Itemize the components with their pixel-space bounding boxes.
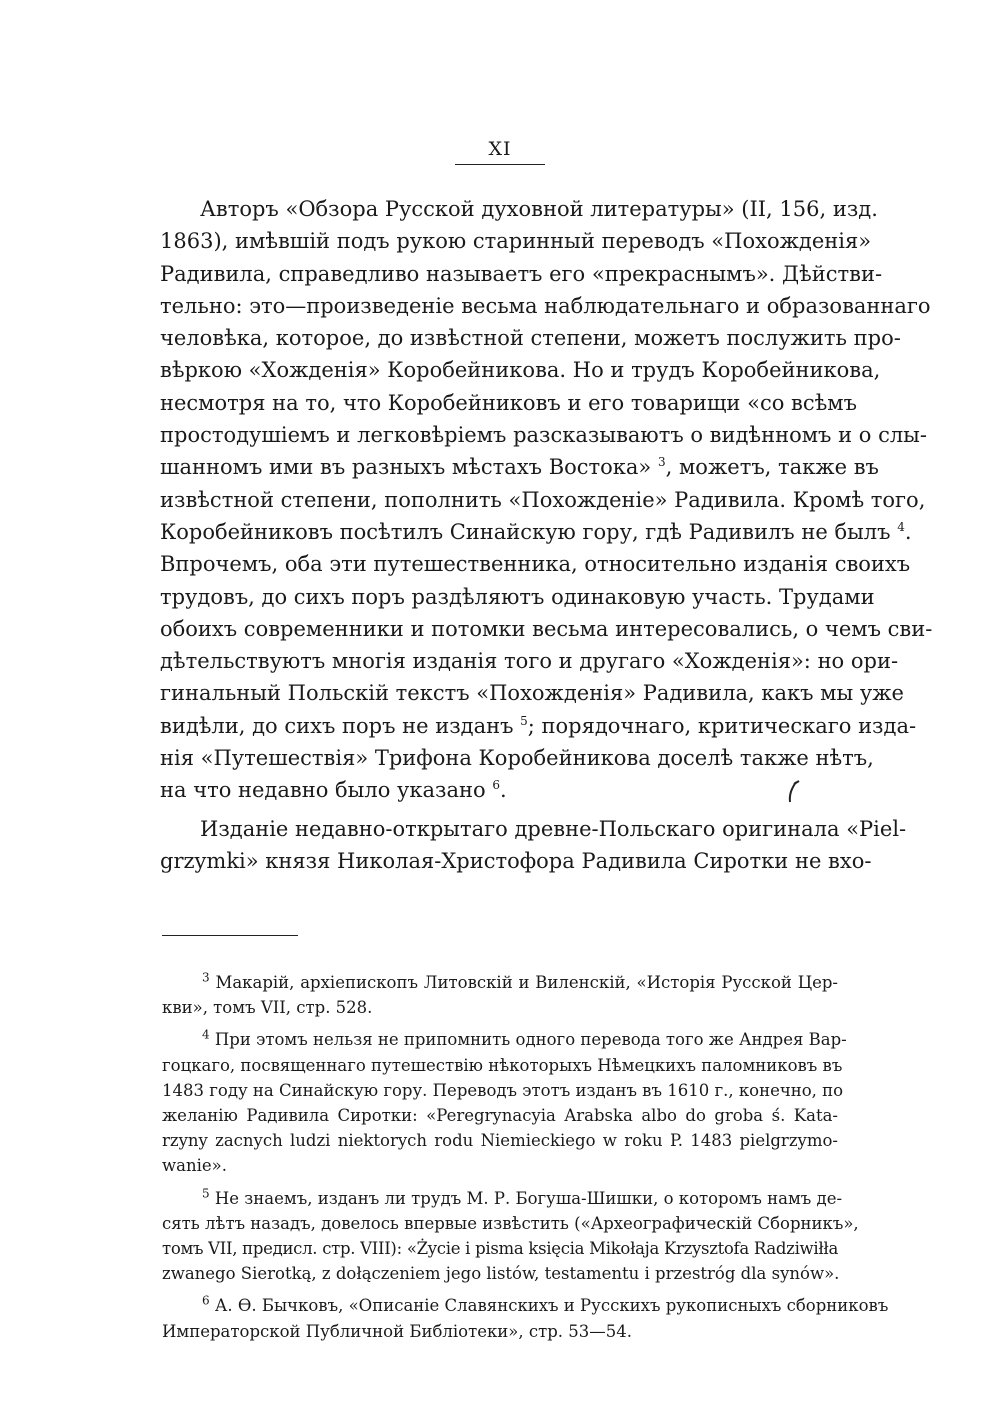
text-line xyxy=(160,774,840,806)
text-line: Авторъ «Обзора Русской духовной литературы» (II, 156, изд. xyxy=(200,197,878,221)
text-line: дѣтельствуютъ многія изданія того и другаго «Хожденія»: но ори- xyxy=(160,649,899,674)
text-fragment: При этомъ нельзя не припомнить одного перевода того же Андрея Вар- xyxy=(214,1030,847,1050)
footnote-5 xyxy=(162,1186,859,1287)
text-fragment: Макарій, архіепископъ Литовскій и Виленскій, «Исторія Русской Цер- xyxy=(215,973,838,992)
footnote-line xyxy=(162,1186,843,1211)
footnote-divider xyxy=(162,935,298,936)
paragraph-1 xyxy=(160,193,933,807)
text-line: обоихъ современники и потомки весьма интересовались, о чемъ сви- xyxy=(160,616,933,641)
footnote-line: zwanego Sierotką, z dołączeniem jego listów, testamentu i przestróg dla synów». xyxy=(162,1264,840,1284)
footnote-line: желанію Радивила Сиротки: «Peregrynacyia Arabska albo do groba ś. Kata- xyxy=(162,1106,838,1126)
footnote-3 xyxy=(162,970,838,1020)
text-line: Радивила, справедливо называетъ его «прекраснымъ». Дѣйстви- xyxy=(160,261,883,286)
page-number: XI xyxy=(455,138,545,165)
text-fragment: на что недавно было указано xyxy=(160,778,486,803)
footnote-line: томъ VII, предисл. стр. VIII): «Życie i pisma księcia Mikołaja Krzysztofa Radziwiłła xyxy=(162,1239,838,1259)
footnote-6 xyxy=(162,1293,889,1343)
text-line: человѣка, которое, до извѣстной степени, можетъ послужить про- xyxy=(160,326,901,351)
text-fragment: Не знаемъ, изданъ ли трудъ М. Р. Богуша-Шишки, о которомъ намъ де- xyxy=(214,1188,843,1208)
footnote-marker: 4 xyxy=(202,1027,210,1042)
text-fragment: ; порядочнаго, критическаго изда- xyxy=(527,713,917,738)
paragraph-2 xyxy=(160,813,907,878)
text-line: Впрочемъ, оба эти путешественника, относительно изданія своихъ xyxy=(160,552,911,577)
text-line xyxy=(160,710,917,742)
text-fragment: Коробейниковъ посѣтилъ Синайскую гору, гдѣ Радивилъ не былъ xyxy=(160,519,891,544)
text-line: Изданіе недавно-открытаго древне-Польскаго оригинала «Piel- xyxy=(200,816,907,841)
text-fragment: , можетъ, также въ xyxy=(665,455,879,480)
footnote-ref-6[interactable]: 6 xyxy=(492,778,500,793)
footnote-ref-4[interactable]: 4 xyxy=(897,519,905,534)
handwritten-mark-icon xyxy=(786,780,802,806)
footnote-marker: 3 xyxy=(202,970,210,985)
text-line xyxy=(160,516,912,548)
footnote-marker: 6 xyxy=(202,1293,210,1308)
text-fragment: А. Ө. Бычковъ, «Описаніе Славянскихъ и Русскихъ рукописныхъ сборниковъ xyxy=(214,1296,889,1316)
footnote-line: сять лѣтъ назадъ, довелось впервые извѣстить («Археографическій Сборникъ», xyxy=(162,1213,859,1233)
text-line xyxy=(160,451,879,483)
footnote-line: Императорской Публичной Библіотеки», стр. 53—54. xyxy=(162,1321,633,1341)
text-fragment: . xyxy=(499,778,507,803)
footnote-line: гоцкаго, посвященнаго путешествію нѣкоторыхъ Нѣмецкихъ паломниковъ въ xyxy=(162,1055,843,1075)
main-text xyxy=(160,193,933,877)
text-fragment: шанномъ ими въ разныхъ мѣстахъ Востока» xyxy=(160,455,652,480)
footnote-line: кви», томъ VII, стр. 528. xyxy=(162,998,373,1018)
text-line: несмотря на то, что Коробейниковъ и его товарищи «со всѣмъ xyxy=(160,390,857,415)
text-fragment: видѣли, до сихъ поръ не изданъ xyxy=(160,713,514,738)
footnote-line xyxy=(162,1027,847,1052)
footnote-ref-5[interactable]: 5 xyxy=(520,713,528,728)
text-line: извѣстной степени, пополнить «Похожденіе» Радивила. Кромѣ того, xyxy=(160,487,926,512)
text-line: вѣркою «Хожденія» Коробейникова. Но и трудъ Коробейникова, xyxy=(160,358,881,383)
text-line: нія «Путешествія» Трифона Коробейникова доселѣ также нѣтъ, xyxy=(160,746,874,771)
footnote-line: wanie». xyxy=(162,1156,227,1176)
footnote-line: rzyny zacnych ludzi niektorych rodu Niemieckiego w roku P. 1483 pielgrzymo- xyxy=(162,1131,838,1151)
text-line: 1863), имѣвшій подъ рукою старинный переводъ «Похожденія» xyxy=(160,229,872,254)
footnote-marker: 5 xyxy=(202,1186,210,1201)
footnote-4 xyxy=(162,1027,847,1178)
footnotes-section xyxy=(162,970,889,1351)
footnote-line xyxy=(162,1293,889,1318)
footnote-line: 1483 году на Синайскую гору. Переводъ этотъ изданъ въ 1610 г., конечно, по xyxy=(162,1080,844,1100)
footnote-ref-3[interactable]: 3 xyxy=(657,455,666,470)
text-line: тельно: это—произведеніе весьма наблюдательнаго и образованнаго xyxy=(160,293,931,318)
text-line: простодушіемъ и легковѣріемъ разсказываютъ о видѣнномъ и о слы- xyxy=(160,423,927,448)
text-line: grzymki» князя Николая-Христофора Радивила Сиротки не вхо- xyxy=(160,848,872,873)
text-fragment: . xyxy=(904,519,912,544)
footnote-line xyxy=(162,970,838,995)
text-line: трудовъ, до сихъ поръ раздѣляютъ одинаковую участь. Трудами xyxy=(160,584,875,609)
text-line: гинальный Польскій текстъ «Похожденія» Радивила, какъ мы уже xyxy=(160,681,904,706)
